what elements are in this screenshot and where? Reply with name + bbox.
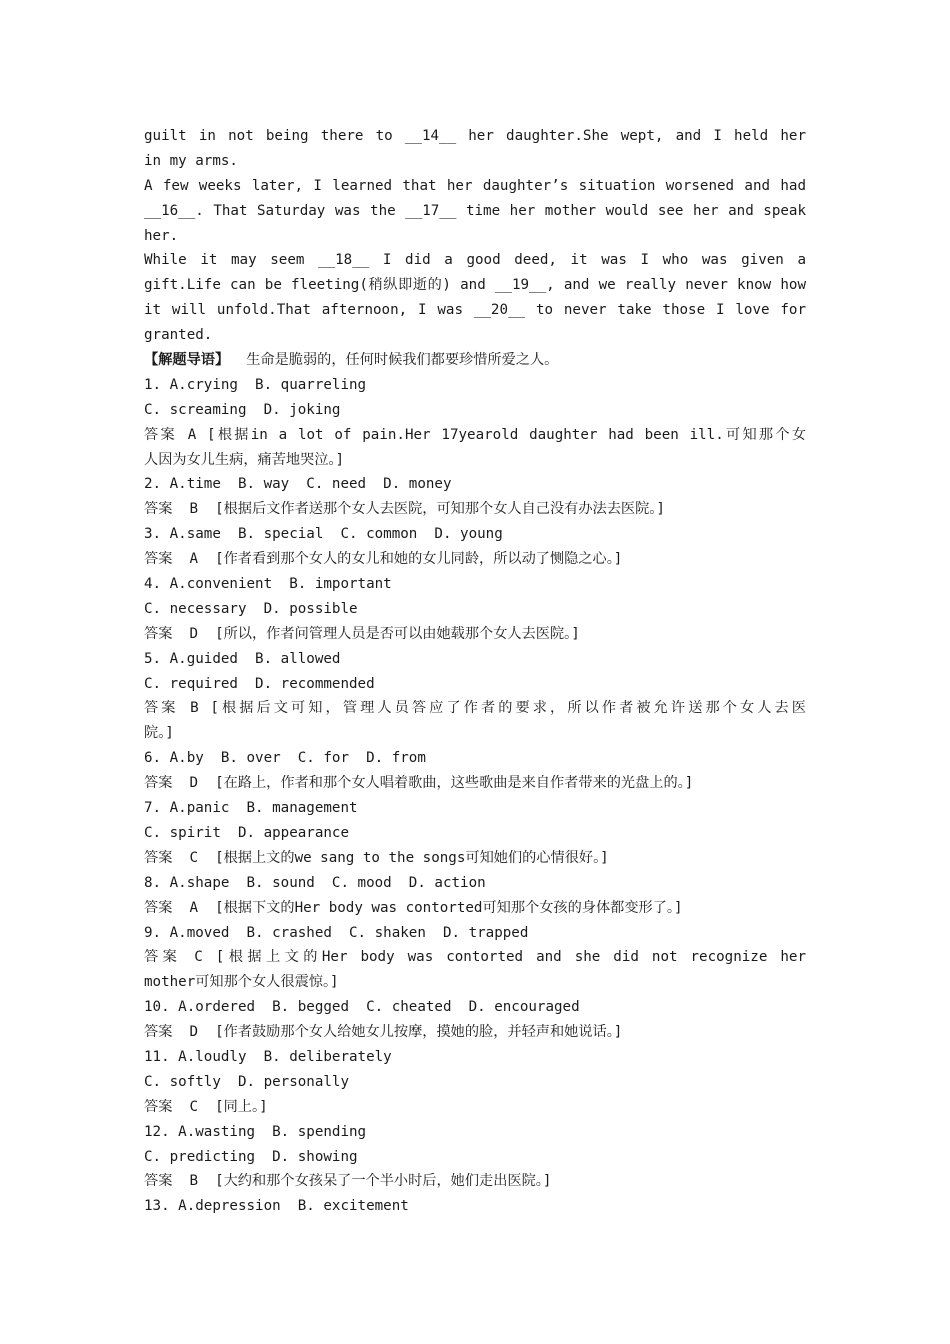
- question-line: 答案 D [作者鼓励那个女人给她女儿按摩，摸她的脸，并轻声和她说话。]: [144, 1024, 623, 1041]
- passage-line: __16__. That Saturday was the __17__ time her mother would see her and speak: [144, 202, 806, 219]
- question-line: C. necessary D. possible: [144, 600, 358, 617]
- question-line: 答案 D [所以，作者问管理人员是否可以由她载那个女人去医院。]: [144, 625, 580, 642]
- question-line: 4. A.convenient B. important: [144, 576, 392, 593]
- question-line: 8. A.shape B. sound C. mood D. action: [144, 874, 486, 891]
- question-line: C. spirit D. appearance: [144, 824, 349, 841]
- question-line: 答案 B [根据后文作者送那个女人去医院，可知那个女人自己没有办法去医院。]: [144, 501, 665, 518]
- question-line: 院。]: [144, 725, 174, 742]
- question-line: 10. A.ordered B. begged C. cheated D. encouraged: [144, 999, 580, 1016]
- question-line: 答案 B [大约和那个女孩呆了一个半小时后，她们走出医院。]: [144, 1173, 552, 1190]
- question-line: C. softly D. personally: [144, 1073, 349, 1090]
- passage-line: gift.Life can be fleeting(稍纵即逝的) and __19__, and we really never know how: [144, 277, 806, 294]
- question-line: 答案 B [根据后文可知，管理人员答应了作者的要求，所以作者被允许送那个女人去医: [144, 700, 806, 717]
- document-page: [144, 124, 806, 1219]
- passage-line: in my arms.: [144, 152, 238, 169]
- question-line: mother可知那个女人很震惊。]: [144, 974, 339, 991]
- guide-label: 【解题导语】: [144, 352, 230, 369]
- question-line: 7. A.panic B. management: [144, 800, 358, 817]
- question-list: [144, 373, 806, 1219]
- question-line: 答案 A [作者看到那个女人的女儿和她的女儿同龄，所以动了恻隐之心。]: [144, 551, 623, 568]
- question-line: 3. A.same B. special C. common D. young: [144, 526, 503, 543]
- question-line: 1. A.crying B. quarreling: [144, 376, 367, 393]
- passage-line: A few weeks later, I learned that her daughter’s situation worsened and had: [144, 177, 806, 194]
- question-line: 5. A.guided B. allowed: [144, 650, 341, 667]
- question-line: 2. A.time B. way C. need D. money: [144, 476, 452, 493]
- passage-line: it will unfold.That afternoon, I was __20__ to never take those I love for: [144, 302, 806, 319]
- question-line: C. screaming D. joking: [144, 401, 341, 418]
- guide-line: [144, 348, 806, 373]
- question-line: 11. A.loudly B. deliberately: [144, 1048, 392, 1065]
- passage-line: her.: [144, 227, 179, 244]
- passage-line: guilt in not being there to __14__ her daughter.She wept, and I held her: [144, 128, 806, 144]
- question-line: 6. A.by B. over C. for D. from: [144, 750, 426, 767]
- question-line: C. predicting D. showing: [144, 1148, 358, 1165]
- question-line: 答案 A [根据下文的Her body was contorted可知那个女孩的身体都变形了。]: [144, 899, 683, 916]
- question-line: 答案 A [根据in a lot of pain.Her 17yearold daughter had been ill.可知那个女: [144, 426, 806, 443]
- question-line: 答案 D [在路上，作者和那个女人唱着歌曲，这些歌曲是来自作者带来的光盘上的。]: [144, 775, 694, 792]
- question-line: 答案 C [同上。]: [144, 1098, 268, 1115]
- question-line: 答案 C [根据上文的we sang to the songs可知她们的心情很好。]: [144, 849, 609, 866]
- question-line: 12. A.wasting B. spending: [144, 1123, 367, 1140]
- question-line: 答案 C [根据上文的Her body was contorted and she did not recognize her: [144, 949, 806, 966]
- passage-line: While it may seem __18__ I did a good deed, it was I who was given a: [144, 252, 806, 269]
- passage: [144, 124, 806, 348]
- question-line: 人因为女儿生病，痛苦地哭泣。]: [144, 451, 345, 468]
- guide-text: 生命是脆弱的，任何时候我们都要珍惜所爱之人。: [229, 352, 559, 369]
- question-line: 13. A.depression B. excitement: [144, 1198, 409, 1215]
- question-line: 9. A.moved B. crashed C. shaken D. trapped: [144, 924, 529, 941]
- question-line: C. required D. recommended: [144, 675, 375, 692]
- passage-line: granted.: [144, 327, 213, 344]
